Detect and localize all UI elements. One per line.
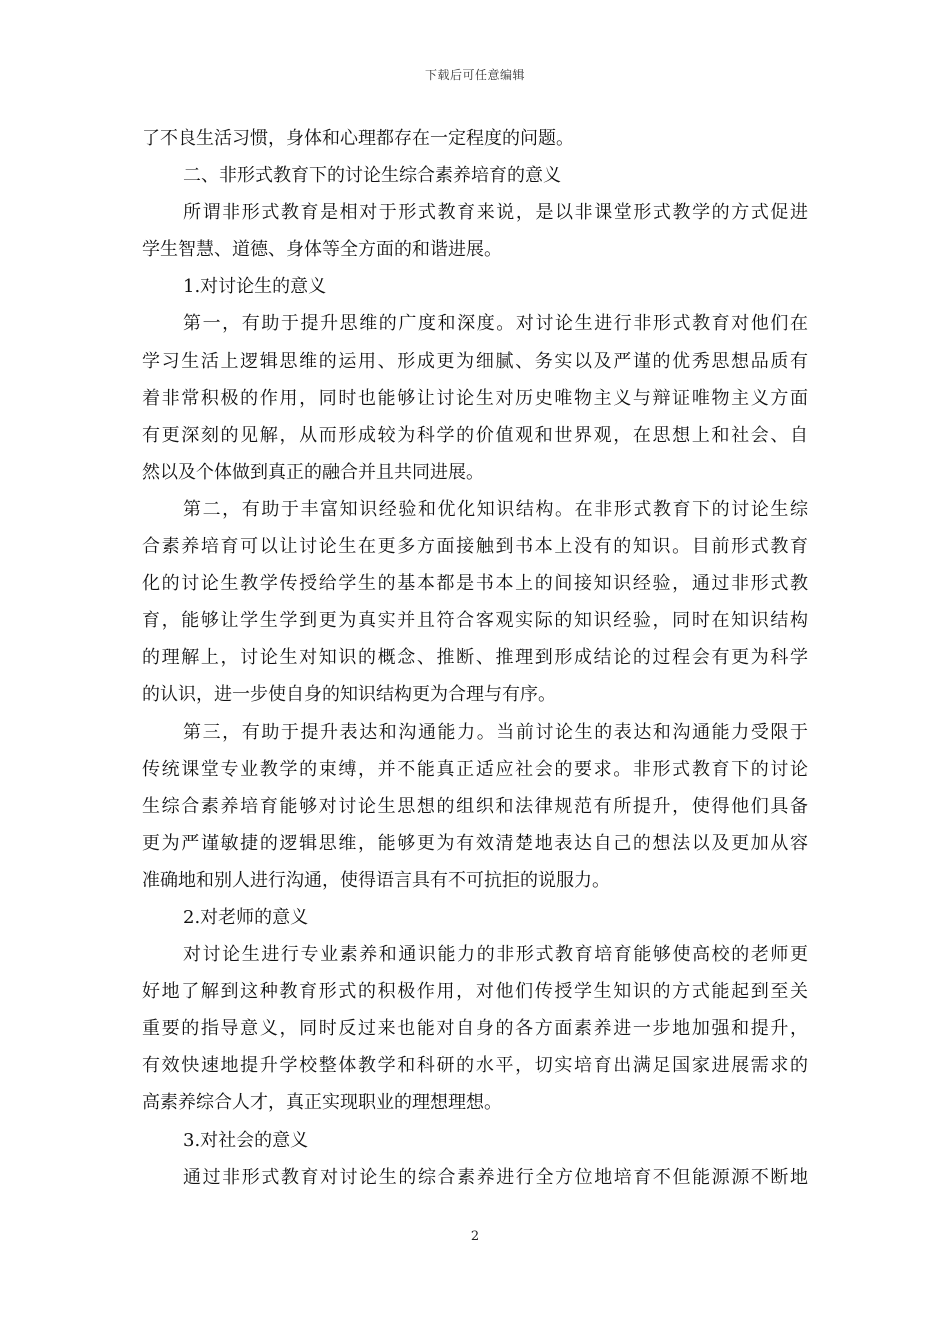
text-line: 对讨论生进行专业素养和通识能力的非形式教育培育能够使高校的老师更 <box>183 944 808 966</box>
page-header: 下载后可任意编辑 <box>424 68 525 82</box>
text-line: 然以及个体做到真正的融合并且共同进展。 <box>142 461 484 483</box>
text-line: 有更深刻的见解，从而形成较为科学的价值观和世界观，在思想上和社会、自 <box>142 424 808 446</box>
text-line: 好地了解到这种教育形式的积极作用，对他们传授学生知识的方式能起到至关 <box>142 981 808 1003</box>
text-line: 高素养综合人才，真正实现职业的理想理想。 <box>142 1092 502 1114</box>
text-line: 学生智慧、道德、身体等全方面的和谐进展。 <box>142 239 502 261</box>
page-number: 2 <box>470 1229 480 1244</box>
text-line: 2.对老师的意义 <box>183 906 309 928</box>
text-line: 重要的指导意义，同时反过来也能对自身的各方面素养进一步地加强和提升， <box>142 1018 808 1040</box>
text-line: 准确地和别人进行沟通，使得语言具有不可抗拒的说服力。 <box>142 869 610 891</box>
text-line: 合素养培育可以让讨论生在更多方面接触到书本上没有的知识。目前形式教育 <box>142 536 808 558</box>
text-line: 的认识，进一步使自身的知识结构更为合理与有序。 <box>142 684 556 706</box>
text-line: 化的讨论生教学传授给学生的基本都是书本上的间接知识经验，通过非形式教 <box>142 573 808 595</box>
text-line: 1.对讨论生的意义 <box>183 276 327 298</box>
text-line: 通过非形式教育对讨论生的综合素养进行全方位地培育不但能源源不断地 <box>183 1166 808 1188</box>
text-line: 第二，有助于丰富知识经验和优化知识结构。在非形式教育下的讨论生综 <box>183 498 808 520</box>
text-line: 生综合素养培育能够对讨论生思想的组织和法律规范有所提升，使得他们具备 <box>142 795 808 817</box>
text-line: 第一，有助于提升思维的广度和深度。对讨论生进行非形式教育对他们在 <box>183 313 808 335</box>
text-line: 的理解上，讨论生对知识的概念、推断、推理到形成结论的过程会有更为科学 <box>142 647 808 669</box>
text-line: 学习生活上逻辑思维的运用、形成更为细腻、务实以及严谨的优秀思想品质有 <box>142 350 808 372</box>
text-line: 二、非形式教育下的讨论生综合素养培育的意义 <box>183 165 561 187</box>
text-line: 有效快速地提升学校整体教学和科研的水平，切实培育出满足国家进展需求的 <box>142 1055 808 1077</box>
text-line: 3.对社会的意义 <box>183 1129 309 1151</box>
text-line: 着非常积极的作用，同时也能够让讨论生对历史唯物主义与辩证唯物主义方面 <box>142 387 808 409</box>
text-line: 第三，有助于提升表达和沟通能力。当前讨论生的表达和沟通能力受限于 <box>183 721 808 743</box>
text-line: 所谓非形式教育是相对于形式教育来说，是以非课堂形式教学的方式促进 <box>183 202 808 224</box>
document-body <box>142 120 808 1196</box>
text-line: 传统课堂专业教学的束缚，并不能真正适应社会的要求。非形式教育下的讨论 <box>142 758 808 780</box>
text-line: 育，能够让学生学到更为真实并且符合客观实际的知识经验，同时在知识结构 <box>142 610 808 632</box>
text-line: 更为严谨敏捷的逻辑思维，能够更为有效清楚地表达自己的想法以及更加从容 <box>142 832 808 854</box>
text-line: 了不良生活习惯，身体和心理都存在一定程度的问题。 <box>142 128 574 149</box>
